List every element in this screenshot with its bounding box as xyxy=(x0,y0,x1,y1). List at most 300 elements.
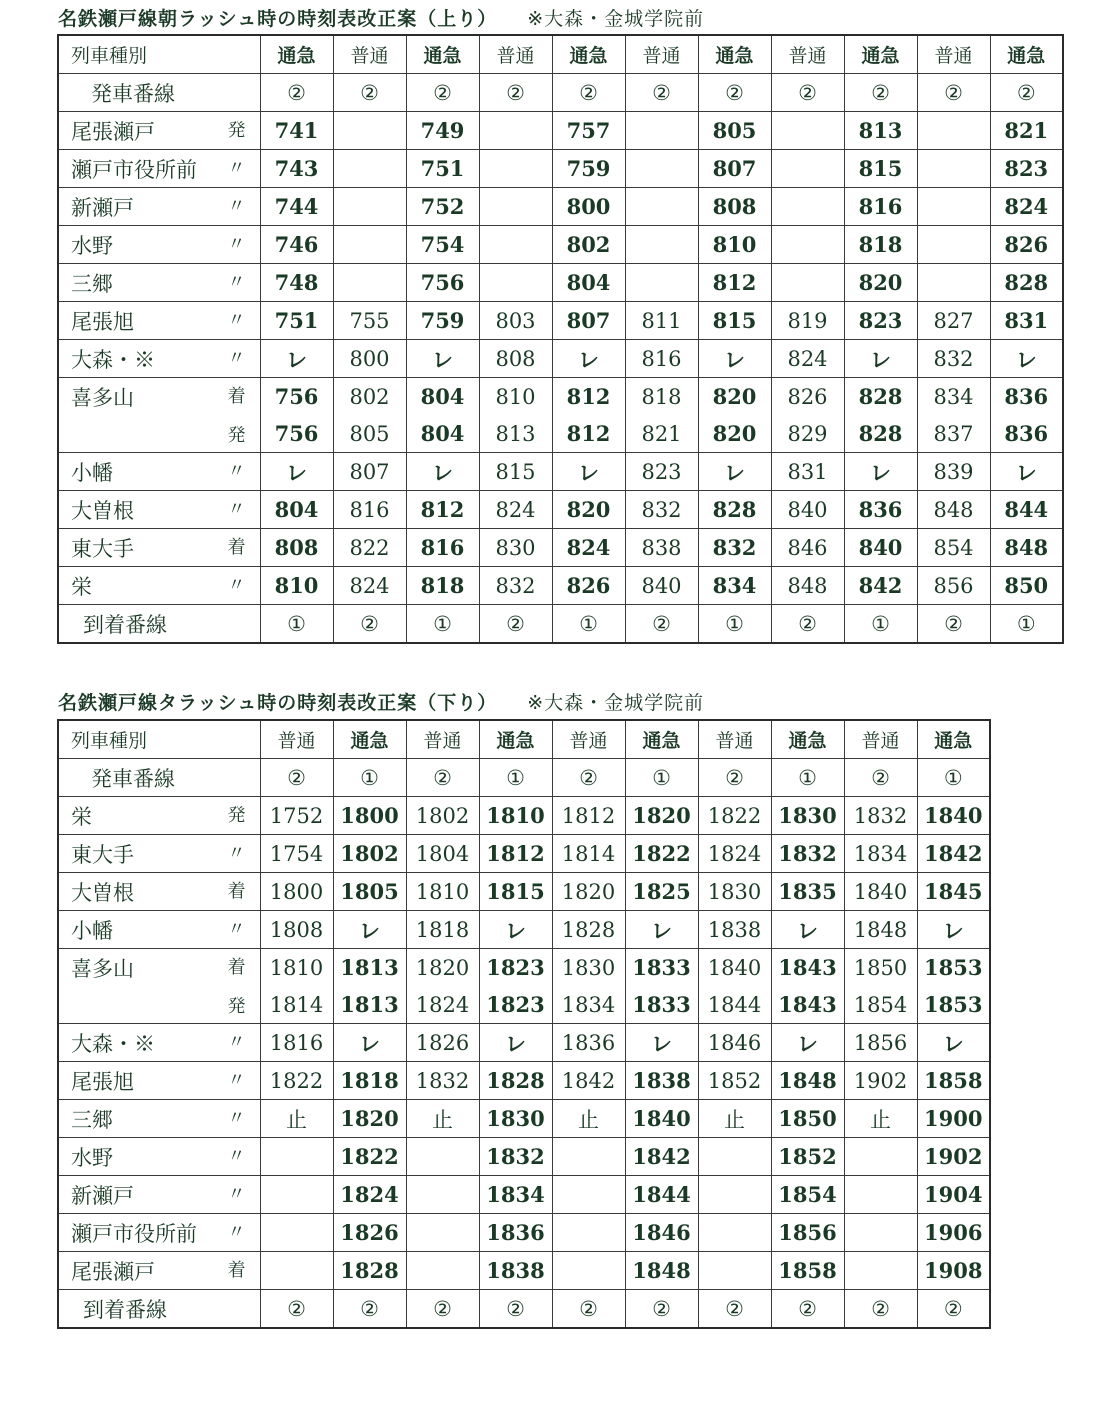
station-mark: 〃 xyxy=(227,309,246,331)
train-type-cell: 通急 xyxy=(625,720,698,759)
time-cell: 止 xyxy=(260,1100,333,1138)
time-cell: レ xyxy=(698,340,771,378)
station-row xyxy=(58,415,1063,453)
time-cell: 1814 xyxy=(552,835,625,873)
train-type-cell: 通急 xyxy=(917,720,990,759)
station-label-cell xyxy=(58,1214,260,1252)
time-cell: 756 xyxy=(260,415,333,453)
station-label xyxy=(59,953,260,983)
time-cell xyxy=(333,150,406,188)
time-cell xyxy=(333,264,406,302)
time-cell: 800 xyxy=(333,340,406,378)
time-cell: 826 xyxy=(552,567,625,605)
time-cell xyxy=(479,112,552,150)
station-name: 新瀬戸 xyxy=(71,195,134,220)
time-cell: レ xyxy=(698,453,771,491)
time-cell: 1752 xyxy=(260,797,333,835)
time-cell: 1838 xyxy=(479,1252,552,1290)
time-cell xyxy=(552,1176,625,1214)
up-depart-track-label xyxy=(58,74,260,112)
time-cell: 810 xyxy=(260,567,333,605)
track-number-cell: ② xyxy=(990,74,1063,112)
station-name: 栄 xyxy=(71,574,92,599)
time-cell: 1822 xyxy=(333,1138,406,1176)
time-cell xyxy=(552,1214,625,1252)
time-cell: 1826 xyxy=(333,1214,406,1252)
time-cell: 1844 xyxy=(698,986,771,1024)
station-row xyxy=(58,986,990,1024)
time-cell: 1840 xyxy=(917,797,990,835)
time-cell: 746 xyxy=(260,226,333,264)
station-label-cell xyxy=(58,1138,260,1176)
time-cell: 831 xyxy=(990,302,1063,340)
time-cell: 820 xyxy=(844,264,917,302)
time-cell: レ xyxy=(406,340,479,378)
station-label-cell xyxy=(58,415,260,453)
station-label xyxy=(59,1066,260,1096)
train-type-cell: 通急 xyxy=(771,720,844,759)
time-cell: 756 xyxy=(260,378,333,416)
track-number-cell: ② xyxy=(333,605,406,644)
station-name: 新瀬戸 xyxy=(71,1183,134,1208)
timetable-down xyxy=(57,719,991,1329)
station-name: 小幡 xyxy=(71,918,113,943)
track-number-cell: ② xyxy=(844,1290,917,1329)
time-cell: 824 xyxy=(552,529,625,567)
down-type-row xyxy=(58,720,990,759)
track-number-cell: ② xyxy=(479,605,552,644)
time-cell xyxy=(625,112,698,150)
time-cell: 1814 xyxy=(260,986,333,1024)
time-cell: 1854 xyxy=(771,1176,844,1214)
time-cell: 1856 xyxy=(771,1214,844,1252)
up-type-label xyxy=(58,35,260,74)
station-label xyxy=(59,192,260,222)
up-type-row xyxy=(58,35,1063,74)
time-cell: 802 xyxy=(552,226,625,264)
station-mark: 発 xyxy=(227,804,246,826)
time-cell: 856 xyxy=(917,567,990,605)
station-name: 喜多山 xyxy=(71,956,134,981)
time-cell: 757 xyxy=(552,112,625,150)
time-cell: 834 xyxy=(917,378,990,416)
up-depart-track-row xyxy=(58,74,1063,112)
station-mark: 〃 xyxy=(227,1221,246,1243)
time-cell: 1822 xyxy=(698,797,771,835)
time-cell: 1800 xyxy=(333,797,406,835)
station-label xyxy=(59,877,260,907)
time-cell: 1820 xyxy=(333,1100,406,1138)
track-number-cell: ① xyxy=(625,759,698,797)
time-cell: レ xyxy=(406,453,479,491)
time-cell: レ xyxy=(917,911,990,949)
time-cell: 846 xyxy=(771,529,844,567)
time-cell: 1813 xyxy=(333,986,406,1024)
station-label-cell xyxy=(58,949,260,987)
time-cell: 1906 xyxy=(917,1214,990,1252)
time-cell: 813 xyxy=(844,112,917,150)
time-cell: 1845 xyxy=(917,873,990,911)
station-label-cell xyxy=(58,302,260,340)
time-cell: 1843 xyxy=(771,949,844,987)
time-cell: 823 xyxy=(990,150,1063,188)
timetable-down-title xyxy=(58,688,704,715)
track-number-cell: ② xyxy=(406,759,479,797)
time-cell: 818 xyxy=(625,378,698,416)
time-cell: 1838 xyxy=(625,1062,698,1100)
down-depart-track-row xyxy=(58,759,990,797)
train-type-cell: 普通 xyxy=(844,720,917,759)
station-row xyxy=(58,1138,990,1176)
time-cell: 1825 xyxy=(625,873,698,911)
time-cell: 1810 xyxy=(260,949,333,987)
time-cell: 1818 xyxy=(333,1062,406,1100)
time-cell: 1900 xyxy=(917,1100,990,1138)
station-mark: 〃 xyxy=(227,498,246,520)
time-cell xyxy=(333,112,406,150)
station-row xyxy=(58,1214,990,1252)
station-label xyxy=(59,230,260,260)
time-cell: 820 xyxy=(552,491,625,529)
time-cell: 1850 xyxy=(844,949,917,987)
time-cell: レ xyxy=(771,1024,844,1062)
time-cell: 803 xyxy=(479,302,552,340)
station-row xyxy=(58,302,1063,340)
time-cell: 819 xyxy=(771,302,844,340)
time-cell: レ xyxy=(625,1024,698,1062)
station-mark: 〃 xyxy=(227,157,246,179)
track-number-cell: ② xyxy=(917,1290,990,1329)
time-cell: 1822 xyxy=(625,835,698,873)
time-cell: 804 xyxy=(406,415,479,453)
time-cell: 807 xyxy=(333,453,406,491)
station-mark: 〃 xyxy=(227,574,246,596)
station-label xyxy=(59,421,260,447)
time-cell: 759 xyxy=(552,150,625,188)
time-cell: 827 xyxy=(917,302,990,340)
time-cell: 1836 xyxy=(479,1214,552,1252)
time-cell: 1832 xyxy=(771,835,844,873)
time-cell: 1832 xyxy=(479,1138,552,1176)
time-cell: 1846 xyxy=(625,1214,698,1252)
time-cell: 832 xyxy=(917,340,990,378)
time-cell: 1810 xyxy=(406,873,479,911)
station-label-cell xyxy=(58,491,260,529)
station-mark: 〃 xyxy=(227,347,246,369)
station-label-cell xyxy=(58,226,260,264)
time-cell: 815 xyxy=(479,453,552,491)
time-cell: 821 xyxy=(990,112,1063,150)
track-number-cell: ② xyxy=(406,74,479,112)
station-label xyxy=(59,495,260,525)
station-name: 尾張旭 xyxy=(71,309,134,334)
time-cell: 1902 xyxy=(844,1062,917,1100)
train-type-cell: 通急 xyxy=(698,35,771,74)
time-cell: 850 xyxy=(990,567,1063,605)
time-cell: 804 xyxy=(260,491,333,529)
station-label-cell xyxy=(58,1176,260,1214)
station-label xyxy=(59,1104,260,1134)
time-cell xyxy=(917,150,990,188)
time-cell: 1833 xyxy=(625,949,698,987)
timetable-down-title-text: 名鉄瀬戸線タラッシュ時の時刻表改正案（下り） xyxy=(58,692,498,714)
time-cell: 824 xyxy=(771,340,844,378)
time-cell: レ xyxy=(333,1024,406,1062)
time-cell: 816 xyxy=(625,340,698,378)
station-row xyxy=(58,340,1063,378)
train-type-cell: 通急 xyxy=(479,720,552,759)
time-cell: 823 xyxy=(844,302,917,340)
time-cell: 831 xyxy=(771,453,844,491)
time-cell: 812 xyxy=(552,415,625,453)
time-cell xyxy=(479,188,552,226)
track-number-cell: ① xyxy=(917,759,990,797)
time-cell: 1834 xyxy=(479,1176,552,1214)
time-cell: 1813 xyxy=(333,949,406,987)
time-cell: 1852 xyxy=(771,1138,844,1176)
time-cell: 756 xyxy=(406,264,479,302)
station-row xyxy=(58,112,1063,150)
time-cell: 824 xyxy=(479,491,552,529)
time-cell: レ xyxy=(552,453,625,491)
station-label xyxy=(59,344,260,374)
time-cell: 1815 xyxy=(479,873,552,911)
time-cell: 1830 xyxy=(479,1100,552,1138)
time-cell: 816 xyxy=(844,188,917,226)
station-name: 瀬戸市役所前 xyxy=(71,1221,197,1246)
time-cell: 826 xyxy=(990,226,1063,264)
time-cell: 1848 xyxy=(625,1252,698,1290)
station-row xyxy=(58,567,1063,605)
time-cell: 1902 xyxy=(917,1138,990,1176)
time-cell: 1824 xyxy=(698,835,771,873)
time-cell: 1840 xyxy=(625,1100,698,1138)
train-type-cell: 普通 xyxy=(479,35,552,74)
time-cell: 1824 xyxy=(333,1176,406,1214)
timetable-up-title-text: 名鉄瀬戸線朝ラッシュ時の時刻表改正案（上り） xyxy=(58,8,498,30)
station-mark: 着 xyxy=(227,880,246,902)
station-mark: 〃 xyxy=(227,233,246,255)
timetable-down-note: ※大森・金城学院前 xyxy=(527,692,705,714)
station-label xyxy=(59,992,260,1018)
train-type-cell: 通急 xyxy=(990,35,1063,74)
train-type-cell: 通急 xyxy=(552,35,625,74)
time-cell xyxy=(260,1252,333,1290)
track-number-cell: ② xyxy=(698,74,771,112)
station-mark: 〃 xyxy=(227,271,246,293)
train-type-cell: 普通 xyxy=(406,720,479,759)
time-cell xyxy=(260,1138,333,1176)
time-cell xyxy=(844,1138,917,1176)
station-mark: 〃 xyxy=(227,1107,246,1129)
down-depart-track-label-text: 発車番線 xyxy=(91,766,175,791)
time-cell: 1848 xyxy=(771,1062,844,1100)
time-cell: 1835 xyxy=(771,873,844,911)
time-cell xyxy=(698,1138,771,1176)
time-cell: 810 xyxy=(479,378,552,416)
station-name: 尾張旭 xyxy=(71,1069,134,1094)
station-label xyxy=(59,533,260,563)
station-row xyxy=(58,835,990,873)
time-cell: 828 xyxy=(698,491,771,529)
time-cell: 1804 xyxy=(406,835,479,873)
station-mark: 発 xyxy=(227,995,246,1017)
time-cell: 832 xyxy=(479,567,552,605)
time-cell: 1823 xyxy=(479,986,552,1024)
time-cell: 止 xyxy=(552,1100,625,1138)
track-number-cell: ② xyxy=(771,605,844,644)
station-name: 尾張瀬戸 xyxy=(71,119,155,144)
time-cell: 1908 xyxy=(917,1252,990,1290)
time-cell: 1823 xyxy=(479,949,552,987)
time-cell: 1846 xyxy=(698,1024,771,1062)
track-number-cell: ② xyxy=(844,759,917,797)
time-cell: 1836 xyxy=(552,1024,625,1062)
time-cell: 807 xyxy=(552,302,625,340)
station-label-cell xyxy=(58,1100,260,1138)
time-cell: 840 xyxy=(625,567,698,605)
time-cell: 816 xyxy=(333,491,406,529)
time-cell: 834 xyxy=(698,567,771,605)
time-cell xyxy=(844,1252,917,1290)
station-label xyxy=(59,382,260,412)
time-cell: 1830 xyxy=(771,797,844,835)
time-cell: 1850 xyxy=(771,1100,844,1138)
time-cell: 805 xyxy=(333,415,406,453)
time-cell: 1858 xyxy=(771,1252,844,1290)
track-number-cell: ② xyxy=(260,759,333,797)
time-cell: 1853 xyxy=(917,949,990,987)
time-cell: 822 xyxy=(333,529,406,567)
train-type-cell: 通急 xyxy=(260,35,333,74)
station-label xyxy=(59,1142,260,1172)
station-row xyxy=(58,1024,990,1062)
time-cell: 816 xyxy=(406,529,479,567)
time-cell: 止 xyxy=(698,1100,771,1138)
time-cell xyxy=(406,1214,479,1252)
station-mark: 〃 xyxy=(227,460,246,482)
time-cell: 820 xyxy=(698,415,771,453)
time-cell: 840 xyxy=(844,529,917,567)
train-type-cell: 普通 xyxy=(260,720,333,759)
station-row xyxy=(58,949,990,987)
time-cell: 752 xyxy=(406,188,479,226)
station-name: 尾張瀬戸 xyxy=(71,1259,155,1284)
down-arrive-track-row xyxy=(58,1290,990,1329)
station-label xyxy=(59,268,260,298)
time-cell: 1826 xyxy=(406,1024,479,1062)
time-cell: レ xyxy=(990,340,1063,378)
track-number-cell: ② xyxy=(771,74,844,112)
station-mark: 着 xyxy=(227,385,246,407)
time-cell: 812 xyxy=(552,378,625,416)
track-number-cell: ② xyxy=(552,759,625,797)
train-type-cell: 普通 xyxy=(771,35,844,74)
time-cell: 1820 xyxy=(406,949,479,987)
station-mark: 発 xyxy=(227,424,246,446)
track-number-cell: ① xyxy=(260,605,333,644)
time-cell: 751 xyxy=(406,150,479,188)
station-label xyxy=(59,116,260,146)
time-cell xyxy=(844,1214,917,1252)
time-cell: 1808 xyxy=(260,911,333,949)
time-cell xyxy=(698,1214,771,1252)
time-cell: 1820 xyxy=(552,873,625,911)
time-cell: 1830 xyxy=(552,949,625,987)
time-cell: 836 xyxy=(844,491,917,529)
time-cell: 754 xyxy=(406,226,479,264)
time-cell: 748 xyxy=(260,264,333,302)
time-cell: 808 xyxy=(260,529,333,567)
time-cell: 1812 xyxy=(479,835,552,873)
track-number-cell: ② xyxy=(406,1290,479,1329)
time-cell xyxy=(406,1252,479,1290)
timetable-up-note: ※大森・金城学院前 xyxy=(527,8,705,30)
time-cell: 1858 xyxy=(917,1062,990,1100)
down-type-label xyxy=(58,720,260,759)
time-cell xyxy=(771,112,844,150)
station-label-cell xyxy=(58,529,260,567)
station-name: 大森・※ xyxy=(71,347,155,372)
train-type-cell: 普通 xyxy=(552,720,625,759)
time-cell: 1816 xyxy=(260,1024,333,1062)
station-name: 東大手 xyxy=(71,842,134,867)
station-row xyxy=(58,1100,990,1138)
station-label xyxy=(59,154,260,184)
station-label-cell xyxy=(58,1024,260,1062)
time-cell: レ xyxy=(479,1024,552,1062)
station-label-cell xyxy=(58,378,260,416)
time-cell: 1820 xyxy=(625,797,698,835)
time-cell: 1834 xyxy=(844,835,917,873)
time-cell: 1854 xyxy=(844,986,917,1024)
station-label-cell xyxy=(58,264,260,302)
time-cell: 1852 xyxy=(698,1062,771,1100)
time-cell: 1832 xyxy=(406,1062,479,1100)
time-cell xyxy=(552,1252,625,1290)
station-name: 大曽根 xyxy=(71,880,134,905)
station-label xyxy=(59,801,260,831)
time-cell: 1822 xyxy=(260,1062,333,1100)
time-cell: 1838 xyxy=(698,911,771,949)
down-depart-track-label xyxy=(58,759,260,797)
up-type-label-text: 列車種別 xyxy=(71,45,148,67)
station-label-cell xyxy=(58,835,260,873)
time-cell xyxy=(406,1138,479,1176)
station-row xyxy=(58,453,1063,491)
train-type-cell: 普通 xyxy=(698,720,771,759)
time-cell: 1853 xyxy=(917,986,990,1024)
time-cell: 1832 xyxy=(844,797,917,835)
station-label xyxy=(59,915,260,945)
time-cell: 836 xyxy=(990,378,1063,416)
time-cell: 800 xyxy=(552,188,625,226)
time-cell: 1828 xyxy=(552,911,625,949)
time-cell: レ xyxy=(625,911,698,949)
track-number-cell: ① xyxy=(990,605,1063,644)
track-number-cell: ② xyxy=(260,74,333,112)
station-row xyxy=(58,1176,990,1214)
time-cell: 838 xyxy=(625,529,698,567)
time-cell xyxy=(771,150,844,188)
station-mark: 着 xyxy=(227,956,246,978)
time-cell: 1802 xyxy=(333,835,406,873)
track-number-cell: ② xyxy=(698,1290,771,1329)
time-cell: 804 xyxy=(552,264,625,302)
station-label xyxy=(59,1028,260,1058)
station-row xyxy=(58,911,990,949)
track-number-cell: ② xyxy=(552,74,625,112)
